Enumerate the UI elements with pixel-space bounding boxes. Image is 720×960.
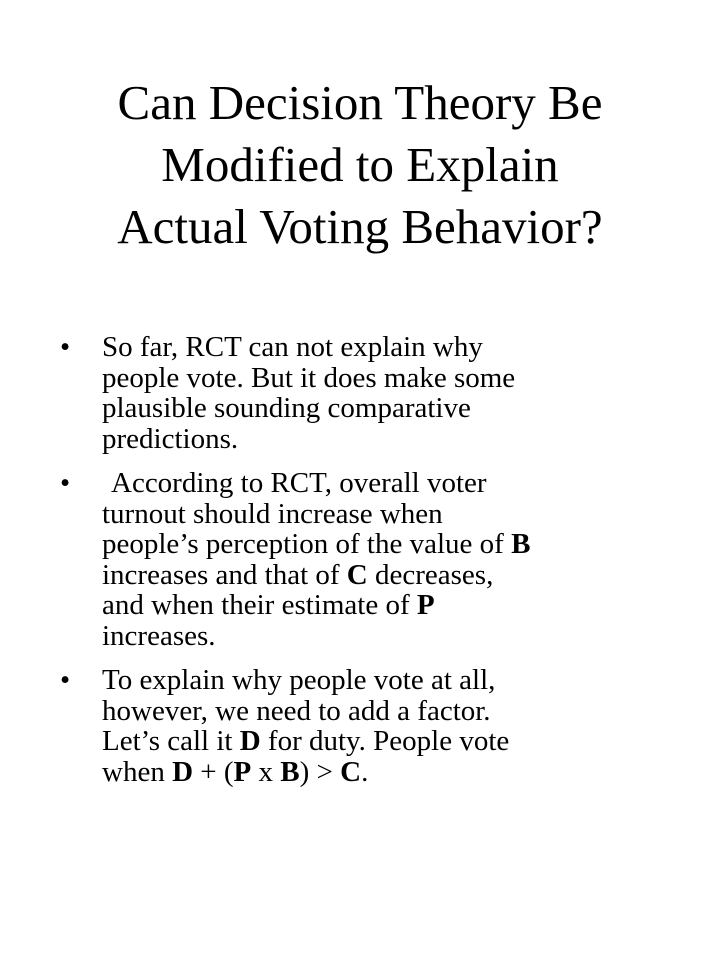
bullet-text: decreases, — [367, 558, 494, 591]
title-line: Modified to Explain — [161, 137, 559, 192]
bullet-line: however, we need to add a factor. — [102, 694, 491, 727]
bullet-line: According to RCT, overall voter — [111, 467, 487, 499]
bullet-dot-icon: • — [60, 331, 71, 363]
bullet-line — [102, 560, 700, 591]
bullet-line: To explain why people vote at all, — [102, 664, 496, 696]
bullet-line — [102, 529, 700, 560]
bullet-line: turnout should increase when — [102, 497, 443, 530]
title-line: Can Decision Theory Be — [117, 75, 603, 130]
variable-d: D — [239, 725, 261, 757]
bullet-line — [102, 590, 700, 621]
bullet-item — [60, 332, 700, 454]
formula-operator: . — [361, 755, 369, 788]
variable-b: B — [511, 528, 531, 560]
title-line: Actual Voting Behavior? — [117, 199, 603, 254]
bullet-text: people’s perception of the value of — [102, 528, 512, 560]
bullet-text: and when their estimate of — [102, 589, 417, 621]
bullet-line: increases. — [102, 619, 216, 652]
bullet-text: when — [102, 755, 173, 788]
variable-p: P — [233, 755, 252, 788]
bullet-text: increases and that of — [102, 558, 347, 591]
bullet-line: predictions. — [102, 422, 239, 455]
bullet-item — [60, 468, 700, 651]
slide-title — [0, 72, 720, 258]
bullet-line — [102, 726, 700, 757]
variable-c: C — [346, 558, 368, 591]
variable-b: B — [280, 755, 300, 788]
bullet-dot-icon: • — [60, 467, 71, 499]
formula-operator: x — [251, 755, 281, 788]
bullet-dot-icon: • — [60, 664, 71, 696]
variable-p: P — [416, 589, 435, 621]
variable-d: D — [172, 755, 194, 788]
bullet-line: people vote. But it does make some — [102, 361, 516, 394]
bullet-line: plausible sounding comparative — [102, 392, 471, 424]
formula-line — [102, 757, 700, 788]
variable-c: C — [340, 755, 362, 788]
bullet-text: for duty. People vote — [260, 725, 510, 757]
formula-operator: + ( — [193, 755, 234, 788]
bullet-line: So far, RCT can not explain why — [102, 331, 483, 363]
formula-operator: ) > — [299, 755, 341, 788]
bullet-text: Let’s call it — [102, 725, 240, 757]
bullet-item — [60, 665, 700, 787]
bullet-list — [60, 332, 700, 787]
